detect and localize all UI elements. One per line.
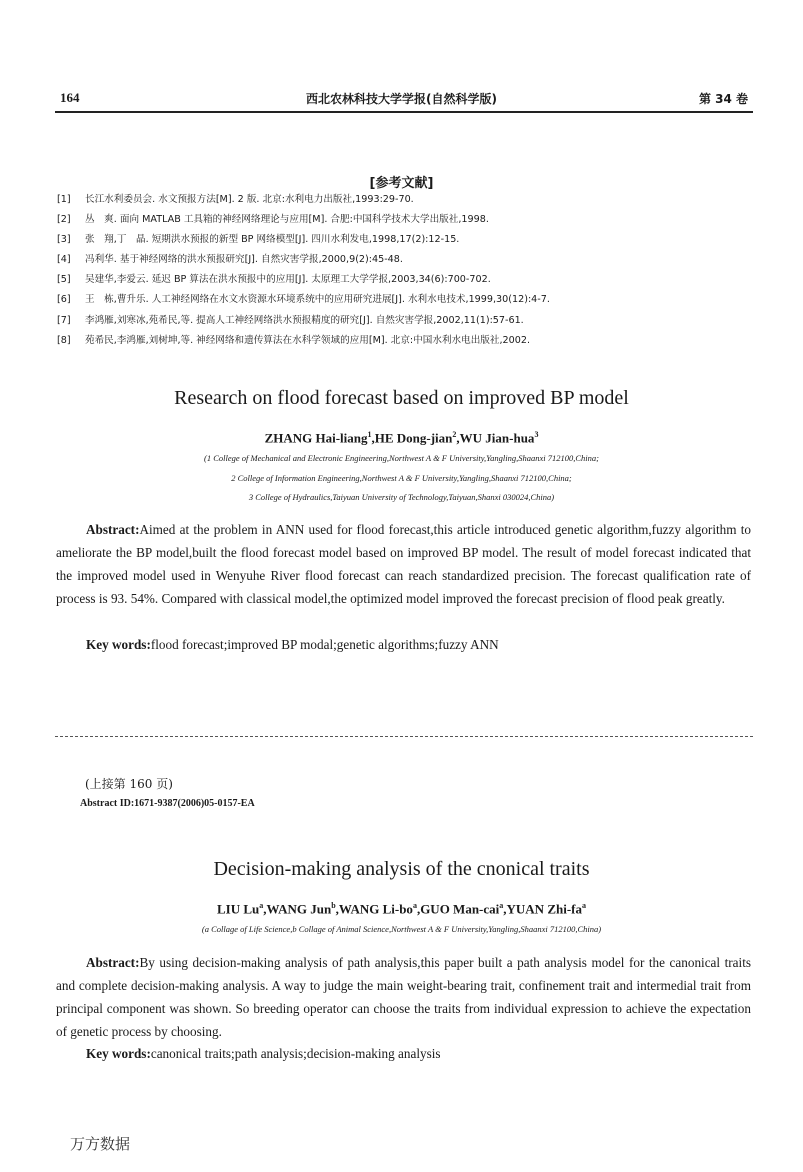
section-divider [55,736,753,737]
header-rule [55,111,753,113]
article1-affiliation: 3 College of Hydraulics,Taiyuan University of Technology,Taiyuan,Shanxi 030024,China) [248,492,555,502]
article2-authors: LIU Lu$^a$,WANG Jun$^b$,WANG $Li-bo^a,GUO$ Man-cai$^a$,YUAN Zhi-$fa^a$ [216,901,586,917]
abstract-label: Abstract: [86,955,140,970]
article1-affiliation: (1 College of Mechanical and Electronic Engineering,Northwest A & F University,Yangling,Shaanxi 712100,China; [204,453,599,463]
abstract-id: Abstract ID:1671-9387(2006)05-0157-EA [80,798,255,809]
author-name: WANG Jun [266,901,332,917]
reference-text: 张 翔,丁 晶. 短期洪水预报的新型 BP 网络模型[J]. 四川水利发电,1998,17(2):12-15. [85,234,460,246]
author-sup: 1 [367,430,372,439]
abstract-label: Abstract: [86,522,140,537]
article2-title: Decision-making analysis of the cnonical traits [213,858,590,880]
keywords-text: canonical traits;path analysis;decision-making analysis [150,1046,441,1061]
reference-text: 苑希民,李鸿雁,刘树坤,等. 神经网络和遗传算法在水科学领域的应用[M]. 北京:中国水利水电出版社,2002. [85,334,531,346]
reference-item [57,250,757,270]
wanfang-logo: 万方数据 [70,1135,131,1153]
reference-item [57,331,757,351]
author-sup: a [412,901,417,910]
author-name: HE Dong-jian [374,430,453,446]
reference-text: 李鸿雁,刘寒冰,苑希民,等. 提高人工神经网络洪水预报精度的研究[J]. 自然灾害学报,2002,11(1):57-61. [85,314,524,326]
author-sup: a [499,901,504,910]
reference-number: [8] [57,334,71,346]
journal-name: 西北农林科技大学学报(自然科学版) [306,92,497,106]
author-sup: 3 [534,430,539,439]
author-sup: a [582,901,586,910]
reference-number: [1] [57,194,71,205]
reference-item [57,270,757,290]
reference-item [57,290,757,310]
reference-item [57,190,757,210]
author-sup: 2 [452,430,457,439]
article2-abstract [56,951,751,1043]
continuation-note: (上接第 160 页) [85,777,173,791]
keywords-label: Key words: [86,1046,151,1061]
reference-number: [2] [57,214,71,226]
reference-number: [3] [57,234,71,246]
author-name: ZHANG Hai-liang [264,430,368,446]
keywords-label: Key words: [86,637,151,652]
reference-number: [4] [57,254,71,266]
reference-number: [5] [57,274,71,286]
abstract-text: By using decision-making analysis of path analysis,this paper built a path analysis model for the canonical traits and complete decision-making analysis. A way to judge the main weight-bearing trait, confinement trait and intermedial trait from principal component was shown. So breeding operator can choose the traits from individual expression to achieve the expectation of genetic process by choosing. [56,955,751,1039]
article2-keywords [86,1046,441,1062]
author-name: GUO Man-cai [420,901,500,917]
keywords-text: flood forecast;improved BP modal;genetic algorithms;fuzzy ANN [150,637,499,652]
author-name: WU Jian-hua [459,430,535,446]
page-number: 164 [60,90,80,105]
author-name: LIU Lu [216,901,260,917]
reference-text: 吴建华,李爱云. 延迟 BP 算法在洪水预报中的应用[J]. 太原理工大学学报,2003,34(6):700-702. [85,274,491,286]
volume-label: 第 34 卷 [698,92,748,106]
author-sup: a [259,901,264,910]
author-name: WANG Li-bo [338,901,413,917]
abstract-text: Aimed at the problem in ANN used for flood forecast,this article introduced genetic algorithm,fuzzy algorithm to ameliorate the BP model,built the flood forecast model based on improved BP model. The result of model forecast indicated that the improved model used in Wenyuhe River flood forecast can reach standardized precision. The forecast qualification rate of process is 93. 54%. Compared with classical model,the optimized model improved the forecast precision of flood peak greatly. [56,522,751,606]
author-sup: b [331,901,336,910]
article1-keywords [86,637,499,653]
reference-item [57,210,757,230]
article1-affiliation: 2 College of Information Engineering,Northwest A & F University,Yangling,Shaanxi 712100,China; [231,473,572,483]
reference-text: 长江水利委员会. 水文预报方法[M]. 2 版. 北京:水利电力出版社,1993:29-70. [85,194,414,205]
references-heading: [参考文献] [369,176,434,191]
reference-list [57,190,757,351]
author-name: YUAN Zhi-fa [506,901,582,917]
reference-item [57,311,757,331]
reference-text: 丛 爽. 面向 MATLAB 工具箱的神经网络理论与应用[M]. 合肥:中国科学技术大学出版社,1998. [85,214,489,226]
article1-abstract [56,518,751,610]
reference-number: [6] [57,294,71,306]
reference-text: 王 栋,曹升乐. 人工神经网络在水文水资源水环境系统中的应用研究进展[J]. 水利水电技术,1999,30(12):4-7. [85,294,550,306]
reference-number: [7] [57,314,71,326]
article1-authors: ZHANG Hai-liang$^1$,HE Dong-jian$^2$,WU Jian-hua$^3$ [264,430,539,446]
reference-item [57,230,757,250]
reference-text: 冯利华. 基于神经网络的洪水预报研究[J]. 自然灾害学报,2000,9(2):45-48. [85,254,403,266]
article1-title: Research on flood forecast based on improved BP model [174,387,629,409]
article2-affiliation: (a Collage of Life Science,b Collage of Animal Science,Northwest A & F University,Yangling,Shaanxi 712100,China) [201,924,602,934]
